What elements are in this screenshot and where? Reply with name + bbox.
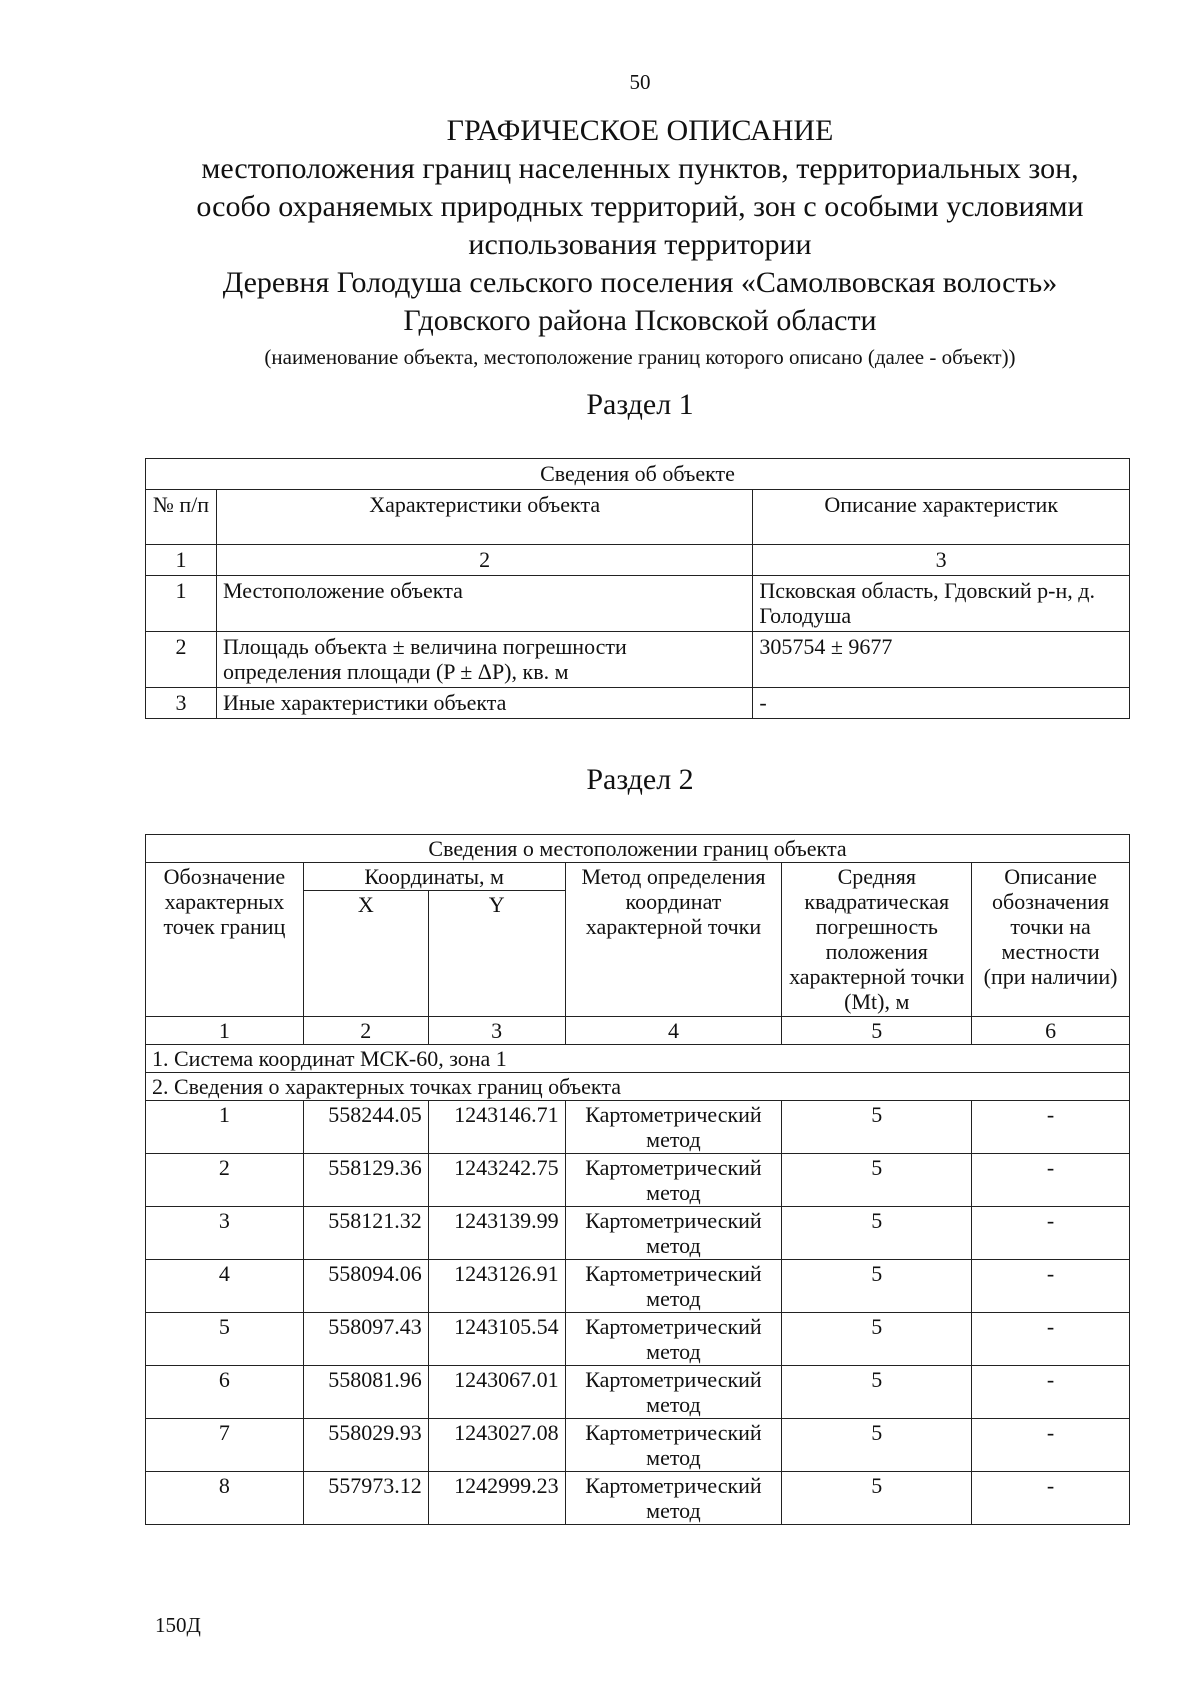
table1-row-value: -: [753, 688, 1130, 719]
document-header: [0, 112, 1200, 372]
point-description: -: [972, 1101, 1130, 1154]
point-y: 1243126.91: [428, 1260, 565, 1313]
point-error: 5: [782, 1472, 972, 1525]
point-x: 558094.06: [303, 1260, 428, 1313]
table2-title: Сведения о местоположении границ объекта: [146, 835, 1130, 863]
point-error: 5: [782, 1207, 972, 1260]
point-x: 558244.05: [303, 1101, 428, 1154]
table1-row-name: Площадь объекта ± величина погрешности определения площади (P ± ΔP), кв. м: [216, 632, 752, 688]
point-x: 558081.96: [303, 1366, 428, 1419]
point-error: 5: [782, 1260, 972, 1313]
point-description: -: [972, 1260, 1130, 1313]
point-description: -: [972, 1419, 1130, 1472]
boundary-points-table: [145, 834, 1130, 1525]
point-method: Картометрический метод: [565, 1366, 782, 1419]
point-x: 558121.32: [303, 1207, 428, 1260]
table1-colnum-3: 3: [753, 545, 1130, 576]
point-description: -: [972, 1472, 1130, 1525]
table2-header-y: Y: [428, 891, 565, 1017]
table-row: [146, 1366, 1130, 1419]
point-number: 7: [146, 1419, 304, 1472]
point-y: 1243242.75: [428, 1154, 565, 1207]
point-number: 2: [146, 1154, 304, 1207]
point-x: 557973.12: [303, 1472, 428, 1525]
table2-coordinate-system: 1. Система координат МСК-60, зона 1: [146, 1045, 1130, 1073]
table-row: [146, 632, 1130, 688]
point-number: 5: [146, 1313, 304, 1366]
point-method: Картометрический метод: [565, 1101, 782, 1154]
table-row: [146, 688, 1130, 719]
section1-title: Раздел 1: [586, 388, 694, 421]
table-row: [146, 1260, 1130, 1313]
point-method: Картометрический метод: [565, 1207, 782, 1260]
table-row: [146, 1207, 1130, 1260]
point-x: 558029.93: [303, 1419, 428, 1472]
table1-colnum-2: 2: [216, 545, 752, 576]
table1-header-characteristic: Характеристики объекта: [216, 490, 752, 545]
point-x: 558129.36: [303, 1154, 428, 1207]
point-error: 5: [782, 1101, 972, 1154]
point-y: 1243067.01: [428, 1366, 565, 1419]
table-row: [146, 1313, 1130, 1366]
object-info-table: [145, 458, 1130, 719]
point-number: 4: [146, 1260, 304, 1313]
header-subtitle: (наименование объекта, местоположение границ которого описано (далее - объект)): [264, 345, 1016, 369]
table1-row-value: 305754 ± 9677: [753, 632, 1130, 688]
table1-row-num: 3: [146, 688, 217, 719]
table1-row-name: Местоположение объекта: [216, 576, 752, 632]
table-row: [146, 1472, 1130, 1525]
table-row: [146, 576, 1130, 632]
table2-header-point: Обозначение характерных точек границ: [146, 863, 304, 1017]
point-number: 1: [146, 1101, 304, 1154]
table2-header-error: Средняя квадратическая погрешность положения характерной точки (Mt), м: [782, 863, 972, 1017]
table1-header-num: № п/п: [146, 490, 217, 545]
point-x: 558097.43: [303, 1313, 428, 1366]
point-method: Картометрический метод: [565, 1154, 782, 1207]
table2-colnum-1: 1: [146, 1017, 304, 1045]
table2-header-x: X: [303, 891, 428, 1017]
footer-code: 150Д: [155, 1613, 201, 1637]
point-y: 1243146.71: [428, 1101, 565, 1154]
header-line-4: использования территории: [468, 228, 812, 261]
table-row: [146, 1419, 1130, 1472]
table1-row-num: 1: [146, 576, 217, 632]
header-title: ГРАФИЧЕСКОЕ ОПИСАНИЕ: [446, 114, 834, 147]
point-error: 5: [782, 1154, 972, 1207]
table1-header-description: Описание характеристик: [753, 490, 1130, 545]
table1-row-num: 2: [146, 632, 217, 688]
point-number: 3: [146, 1207, 304, 1260]
point-method: Картометрический метод: [565, 1419, 782, 1472]
point-error: 5: [782, 1366, 972, 1419]
point-y: 1243027.08: [428, 1419, 565, 1472]
table1-row-name: Иные характеристики объекта: [216, 688, 752, 719]
table1-title: Сведения об объекте: [146, 459, 1130, 490]
point-number: 6: [146, 1366, 304, 1419]
point-error: 5: [782, 1419, 972, 1472]
table2-colnum-2: 2: [303, 1017, 428, 1045]
point-y: 1243139.99: [428, 1207, 565, 1260]
point-error: 5: [782, 1313, 972, 1366]
header-line-6: Гдовского района Псковской области: [403, 304, 877, 337]
point-description: -: [972, 1366, 1130, 1419]
point-method: Картометрический метод: [565, 1260, 782, 1313]
point-description: -: [972, 1313, 1130, 1366]
table1-colnum-1: 1: [146, 545, 217, 576]
point-y: 1243105.54: [428, 1313, 565, 1366]
table1-row-value: Псковская область, Гдовский р-н, д. Голодуша: [753, 576, 1130, 632]
point-y: 1242999.23: [428, 1472, 565, 1525]
table2-colnum-4: 4: [565, 1017, 782, 1045]
header-line-2: местоположения границ населенных пунктов, территориальных зон,: [201, 152, 1079, 185]
page-number: 50: [629, 70, 651, 94]
table-row: [146, 1101, 1130, 1154]
table2-colnum-6: 6: [972, 1017, 1130, 1045]
table2-header-coords: Координаты, м: [303, 863, 565, 891]
point-method: Картометрический метод: [565, 1472, 782, 1525]
header-line-3: особо охраняемых природных территорий, зон с особыми условиями: [196, 190, 1084, 223]
table2-colnum-3: 3: [428, 1017, 565, 1045]
table2-colnum-5: 5: [782, 1017, 972, 1045]
table2-points-heading: 2. Сведения о характерных точках границ объекта: [146, 1073, 1130, 1101]
header-line-5: Деревня Голодуша сельского поселения «Самолвовская волость»: [222, 266, 1058, 299]
point-number: 8: [146, 1472, 304, 1525]
table-row: [146, 1154, 1130, 1207]
table2-header-method: Метод определения координат характерной точки: [565, 863, 782, 1017]
section2-title: Раздел 2: [586, 763, 694, 796]
table2-header-description: Описание обозначения точки на местности (при наличии): [972, 863, 1130, 1017]
point-description: -: [972, 1207, 1130, 1260]
point-method: Картометрический метод: [565, 1313, 782, 1366]
point-description: -: [972, 1154, 1130, 1207]
